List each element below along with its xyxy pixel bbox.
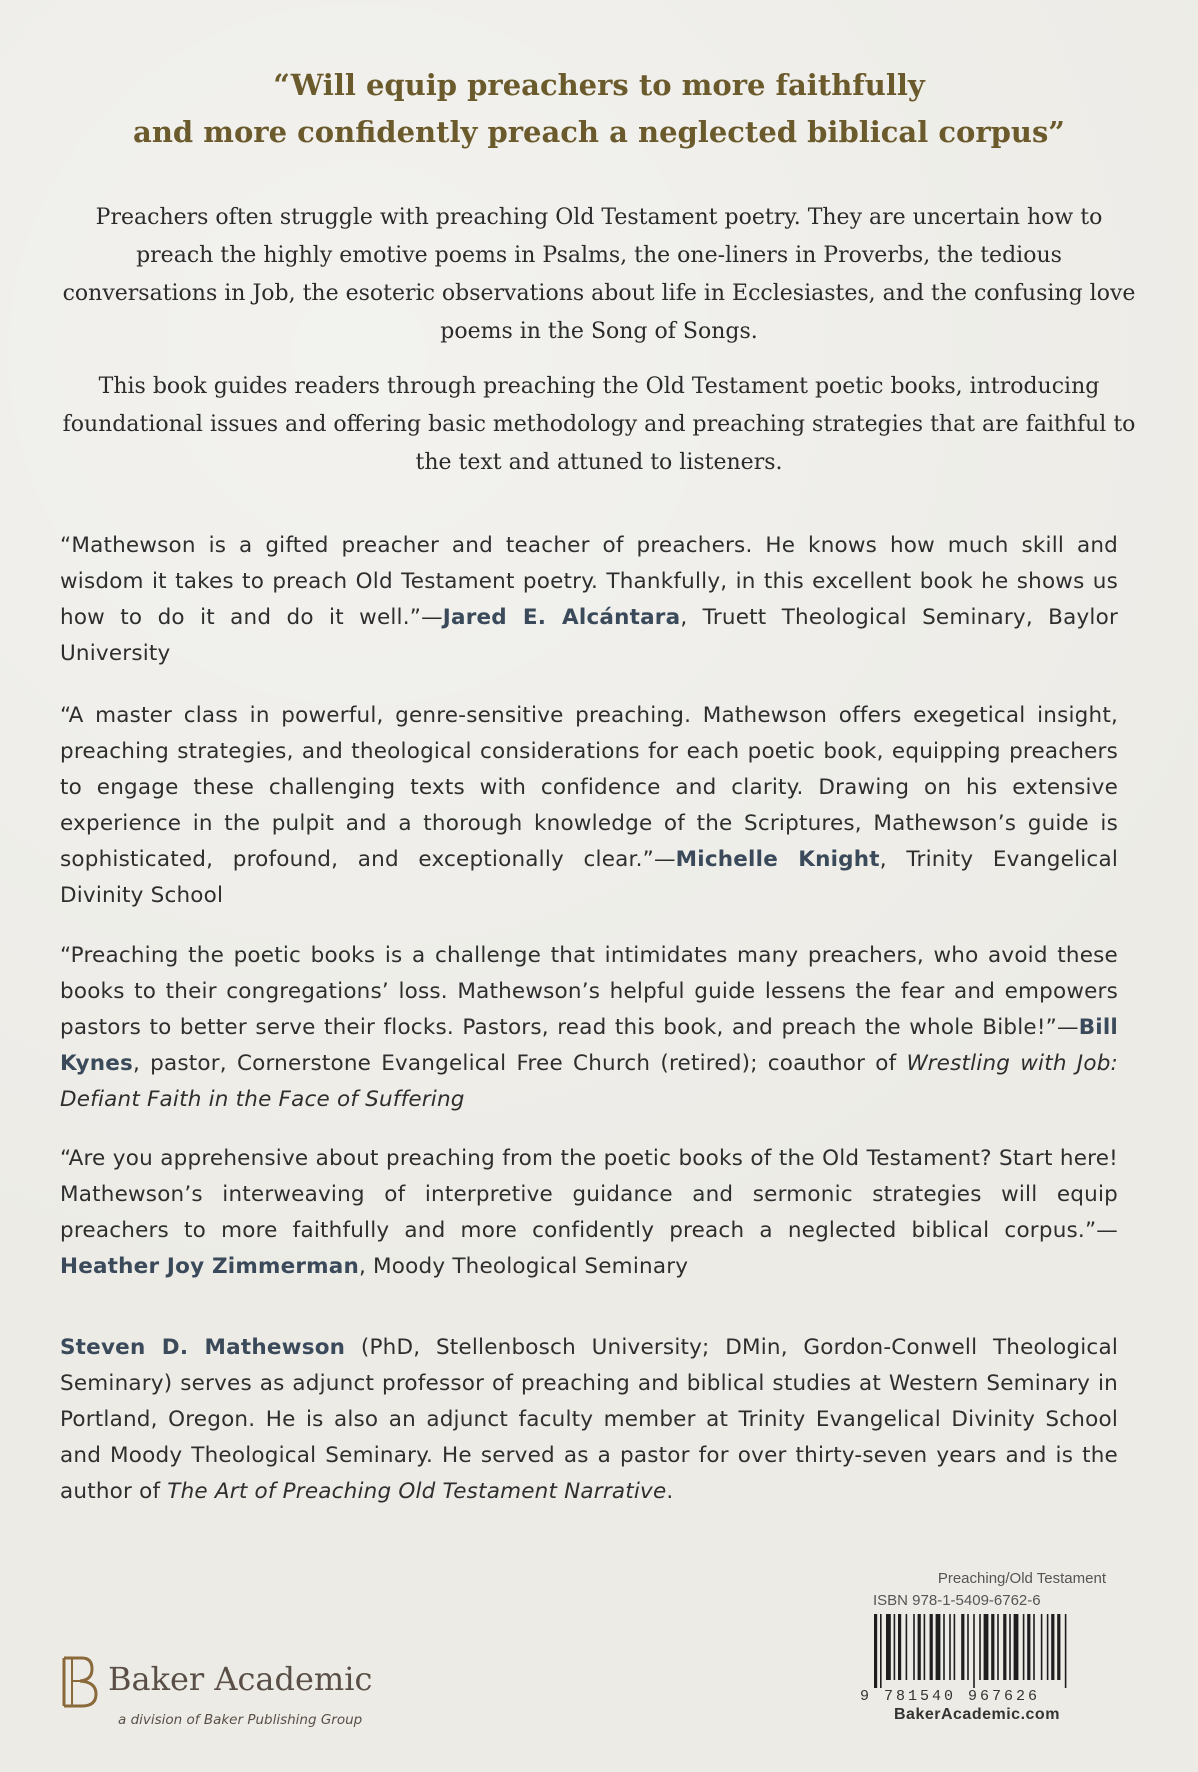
barcode-block xyxy=(860,1568,1110,1728)
blurb-paragraph-2: This book guides readers through preaching the Old Testament poetic books, introducing foundational issues and offering basic methodology and preaching strategies that are faithful to the text and attuned to listeners. xyxy=(62,374,1136,475)
endorsement-text: “Mathewson is a gifted preacher and teacher of preachers. He knows how much skill and wisdom it takes to preach Old Testament poetry. Thankfully, in this excellent book he shows us how to do it and do it well.”— xyxy=(60,533,1118,630)
headline-line-2: and more confidently preach a neglected biblical corpus” xyxy=(133,115,1065,149)
endorsement-text: “A master class in powerful, genre-sensitive preaching. Mathewson offers exegetical insight, preaching strategies, and theological considerations for each poetic book, equipping preachers to engage these challenging texts with confidence and clarity. Drawing on his extensive experience in the pulpit and a thorough knowledge of the Scriptures, Mathewson’s guide is sophisticated, profound, and exceptionally clear.”— xyxy=(60,703,1118,872)
author-bio xyxy=(60,1330,1118,1510)
baker-b-logo-icon xyxy=(58,1654,102,1710)
endorsement-1 xyxy=(60,528,1118,672)
endorser-affiliation: , pastor, Cornerstone Evangelical Free Church (retired); coauthor of xyxy=(133,1051,907,1076)
author-bio-end: . xyxy=(666,1479,674,1504)
publisher-subtitle: a division of Baker Publishing Group xyxy=(118,1712,363,1728)
publisher-website: BakerAcademic.com xyxy=(894,1706,1060,1723)
endorser-book-title: Wrestling with Job: Defiant Faith in the Face of Suffering xyxy=(60,1051,1118,1112)
endorsement-text: “Preaching the poetic books is a challenge that intimidates many preachers, who avoid these books to their congregations’ loss. Mathewson’s helpful guide lessens the fear and empowers pastors to better serve their flocks. Pastors, read this book, and preach the whole Bible!”— xyxy=(60,943,1118,1040)
endorser-name: Jared E. Alcántara xyxy=(442,605,681,630)
endorser-affiliation: , Trinity Evangelical Divinity School xyxy=(60,847,1118,908)
endorsement-3 xyxy=(60,938,1118,1118)
author-bio-text: (PhD, Stellenbosch University; DMin, Gordon-Conwell Theological Seminary) serves as adjunct professor of preaching and biblical studies at Western Seminary in Portland, Oregon. He is also an adjunct faculty member at Trinity Evangelical Divinity School and Moody Theological Seminary. He served as a pastor for over thirty-seven years and is the author of xyxy=(60,1335,1118,1504)
endorser-name: Bill Kynes xyxy=(60,1015,1118,1076)
barcode-digits: 9 781540 967626 xyxy=(860,1688,1041,1705)
endorsement-2 xyxy=(60,698,1118,914)
barcode-icon xyxy=(860,1614,1110,1688)
endorser-name: Michelle Knight xyxy=(675,847,880,872)
endorsement-4 xyxy=(60,1141,1118,1285)
endorser-affiliation: , Truett Theological Seminary, Baylor University xyxy=(60,605,1118,666)
book-category: Preaching/Old Testament xyxy=(937,1570,1106,1587)
headline-quote xyxy=(100,62,1098,156)
publisher-name: Baker Academic xyxy=(108,1660,373,1698)
author-name: Steven D. Mathewson xyxy=(60,1335,346,1360)
author-book-title: The Art of Preaching Old Testament Narrative xyxy=(167,1479,667,1504)
endorser-name: Heather Joy Zimmerman xyxy=(60,1254,359,1279)
headline-line-1: “Will equip preachers to more faithfully xyxy=(273,68,925,102)
endorsement-text: “Are you apprehensive about preaching from the poetic books of the Old Testament? Start here! Mathewson’s interweaving of interpretive guidance and sermonic strategies will equip preachers to more faithfully and more confidently preach a neglected biblical corpus.”— xyxy=(60,1146,1118,1243)
publisher-logo xyxy=(58,1650,418,1730)
isbn-label: ISBN 978-1-5409-6762-6 xyxy=(873,1592,1041,1609)
endorser-affiliation: , Moody Theological Seminary xyxy=(358,1254,689,1279)
blurb-paragraph-1: Preachers often struggle with preaching Old Testament poetry. They are uncertain how to preach the highly emotive poems in Psalms, the one-liners in Proverbs, the tedious conversations in Job, the esoteric observations about life in Ecclesiastes, and the confusing love poems in the Song of Songs. xyxy=(62,205,1136,344)
